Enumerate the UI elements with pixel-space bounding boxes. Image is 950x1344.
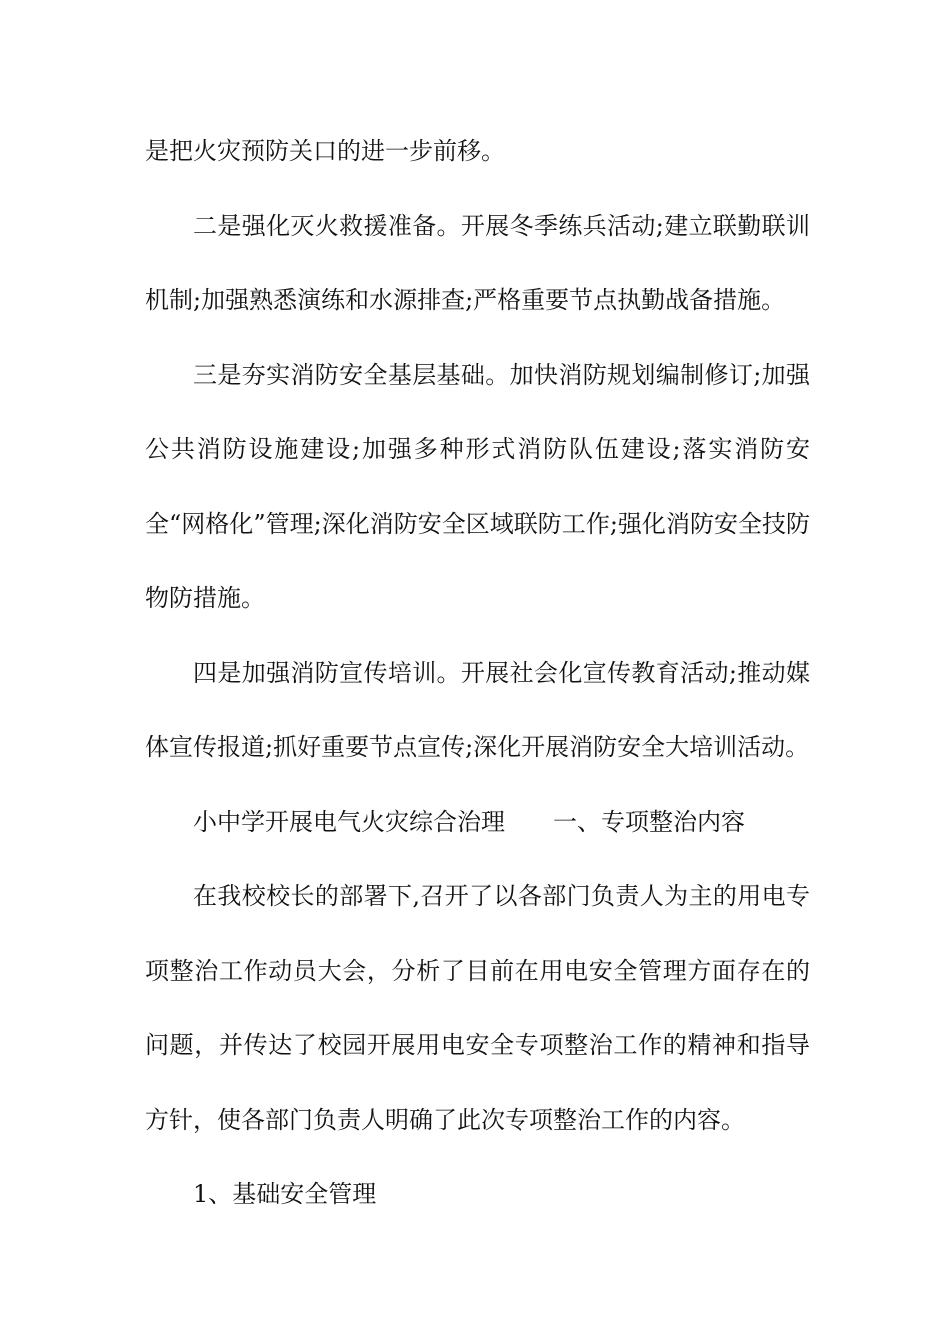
paragraph-grassroots-foundation: 三是夯实消防安全基层基础。加快消防规划编制修订;加强公共消防设施建设;加强多种形式消防队伍建设;落实消防安全“网格化”管理;深化消防安全区域联防工作;强化消防安全技防物防措施。: [145, 360, 810, 612]
paragraph-mobilization-meeting: 在我校校长的部署下,召开了以各部门负责人为主的用电专项整治工作动员大会，分析了目前在用电安全管理方面存在的问题，并传达了校园开展用电安全专项整治工作的精神和指导方针，使各部门负责人明确了此次专项整治工作的内容。: [145, 882, 810, 1134]
section-title: 小中学开展电气火灾综合治理: [193, 807, 505, 836]
subsection-heading: 1、基础安全管理: [193, 1180, 377, 1208]
paragraph-publicity-training: 四是加强消防宣传培训。开展社会化宣传教育活动;推动媒体宣传报道;抓好重要节点宣传;深化开展消防安全大培训活动。: [145, 658, 810, 761]
document-body: [145, 114, 810, 1232]
paragraph-rescue-preparation: 二是强化灭火救援准备。开展冬季练兵活动;建立联勤联训机制;加强熟悉演练和水源排查;严格重要节点执勤战备措施。: [145, 211, 810, 314]
section-heading: [145, 785, 810, 860]
paragraph-continuation: 是把火灾预防关口的进一步前移。: [145, 137, 505, 165]
section-subtitle: 一、专项整治内容: [553, 807, 745, 836]
